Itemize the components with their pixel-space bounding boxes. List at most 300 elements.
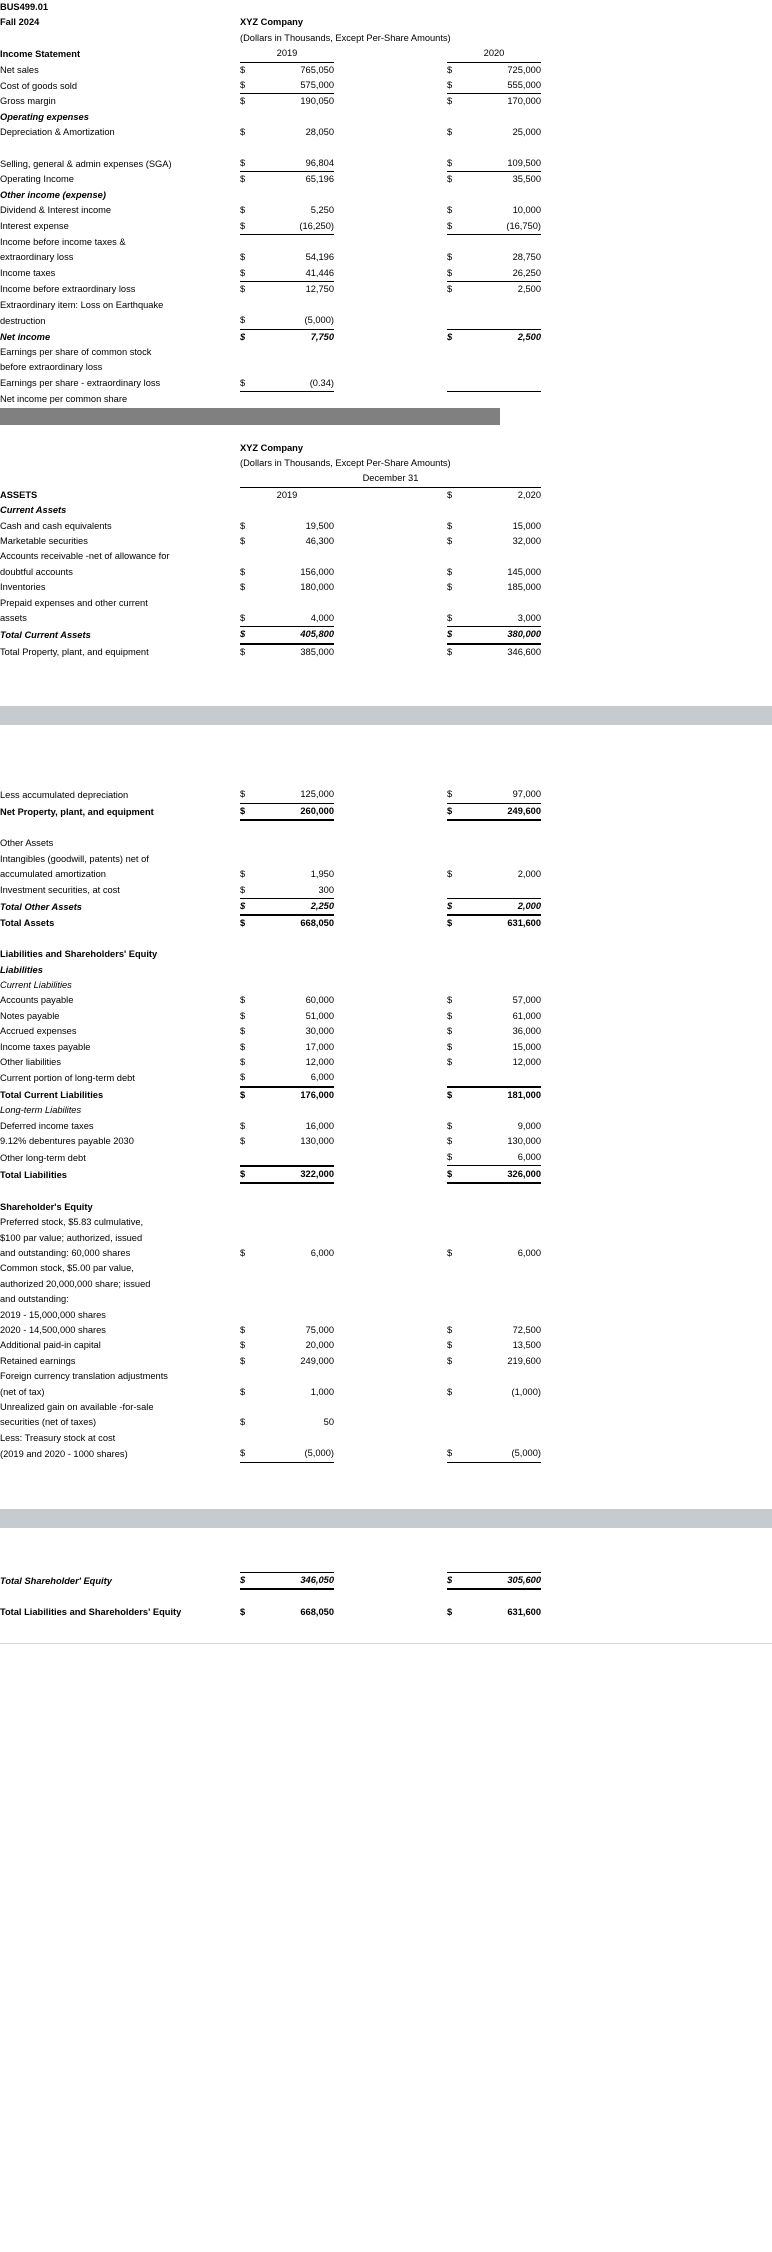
row-pad (232, 360, 240, 375)
row-value-2020: (16,750) (469, 219, 541, 235)
row-value-2020 (469, 110, 541, 125)
row-currency-2020: $ (447, 78, 469, 94)
row-value-2019 (262, 1231, 334, 1246)
row-tail (541, 1150, 772, 1166)
row-gap (334, 298, 447, 313)
row-label: doubtful accounts (0, 566, 73, 577)
balance-sheet-row (0, 978, 772, 993)
section-divider-band-1 (0, 408, 500, 425)
row-pad (232, 899, 240, 916)
row-label: Net Property, plant, and equipment (0, 806, 154, 817)
row-gap (334, 803, 447, 820)
row-pad (232, 1246, 240, 1261)
row-gap (334, 141, 447, 156)
row-currency-2019 (240, 1183, 262, 1199)
row-pad (232, 1308, 240, 1323)
row-currency-2020 (447, 1400, 469, 1415)
section-divider-band-3 (0, 1509, 772, 1528)
row-value-2020 (469, 188, 541, 203)
row-currency-2020: $ (447, 646, 453, 657)
balance-sheet-row (0, 883, 772, 899)
row-tail (541, 1231, 772, 1246)
balance-sheet-row (0, 1119, 772, 1134)
row-currency-2020: $ (447, 803, 469, 820)
row-currency-2019: $ (240, 1026, 246, 1037)
row-tail (541, 993, 772, 1008)
row-currency-2019 (240, 820, 262, 836)
row-pad (232, 519, 240, 534)
row-currency-2019 (240, 978, 262, 993)
row-pad (232, 188, 240, 203)
row-currency-2020: $ (447, 1446, 469, 1462)
row-value-2019: 130,000 (300, 1136, 334, 1147)
row-label: authorized 20,000,000 share; issued (0, 1278, 151, 1289)
row-gap (334, 1446, 447, 1462)
row-label: and outstanding: (0, 1294, 69, 1305)
row-value-2020: 181,000 (507, 1089, 541, 1100)
row-currency-2020: $ (447, 174, 453, 185)
row-pad (232, 1292, 240, 1307)
balance-sheet-row (0, 803, 772, 820)
assets-heading: ASSETS (0, 489, 38, 500)
row-currency-2019: $ (240, 64, 246, 75)
balance-sheet-row (0, 932, 772, 947)
row-label: Current portion of long-term debt (0, 1073, 135, 1084)
balance-sheet-row (0, 1354, 772, 1369)
row-currency-2020 (447, 1589, 469, 1605)
row-tail (541, 1605, 772, 1620)
balance-sheet-totals-table (0, 1572, 772, 1621)
row-gap (334, 266, 447, 282)
row-currency-2019: $ (240, 205, 246, 216)
row-tail (541, 172, 772, 188)
row-value-2020 (469, 836, 541, 851)
row-currency-2020 (447, 1369, 469, 1384)
row-tail (541, 963, 772, 978)
row-tail (541, 519, 772, 534)
row-gap (334, 596, 447, 611)
row-value-2019: 28,050 (305, 127, 334, 138)
row-currency-2020 (447, 978, 469, 993)
row-currency-2019 (240, 1292, 262, 1307)
row-gap (334, 1323, 447, 1338)
row-currency-2020 (447, 235, 469, 251)
row-tail (541, 1277, 772, 1292)
row-currency-2019 (240, 1308, 262, 1323)
row-gap (334, 1183, 447, 1199)
row-tail (541, 1119, 772, 1134)
income-statement-row (0, 313, 772, 329)
row-label: Accounts payable (0, 995, 74, 1006)
row-tail (541, 360, 772, 375)
row-tail (541, 1055, 772, 1070)
row-currency-2020: $ (447, 899, 469, 916)
row-value-2020 (469, 1369, 541, 1384)
row-value-2020: 305,600 (469, 1572, 541, 1589)
row-gap (334, 1292, 447, 1307)
row-gap (334, 282, 447, 298)
row-value-2020 (469, 932, 541, 947)
row-value-2020: 2,000 (469, 899, 541, 916)
row-currency-2019: $ (240, 1057, 246, 1068)
row-value-2020: 109,500 (469, 156, 541, 172)
balance-sheet-row (0, 947, 772, 962)
row-pad (232, 852, 240, 867)
row-value-2020 (469, 1292, 541, 1307)
row-gap (334, 1338, 447, 1353)
row-value-2020 (469, 1261, 541, 1276)
row-label (0, 1589, 232, 1605)
balance-sheet-row (0, 1087, 772, 1103)
row-value-2020: 15,000 (512, 520, 541, 531)
row-gap (334, 915, 447, 931)
row-label: 9.12% debentures payable 2030 (0, 1136, 134, 1147)
row-value-2019 (262, 360, 334, 375)
row-pad (232, 1231, 240, 1246)
row-label: Current Liabilities (0, 980, 72, 991)
row-label: Income taxes payable (0, 1041, 91, 1052)
row-gap (334, 947, 447, 962)
row-gap (334, 78, 447, 94)
row-gap (334, 1589, 447, 1605)
row-label: Total Current Assets (0, 630, 91, 641)
row-gap (334, 1354, 447, 1369)
row-value-2019: 765,050 (300, 64, 334, 75)
row-gap (334, 1103, 447, 1118)
row-gap (334, 1400, 447, 1415)
row-value-2019 (262, 1183, 334, 1199)
row-pad (232, 1400, 240, 1415)
income-statement-table (0, 0, 772, 408)
row-currency-2019: $ (240, 566, 246, 577)
row-label: Total Current Liabilities (0, 1089, 104, 1100)
row-gap (334, 899, 447, 916)
row-gap (334, 94, 447, 110)
income-statement-row (0, 156, 772, 172)
row-pad (232, 282, 240, 298)
row-currency-2019 (240, 503, 262, 518)
row-currency-2020: $ (447, 611, 469, 627)
row-value-2019: 6,000 (310, 1247, 334, 1258)
row-currency-2019 (240, 235, 262, 251)
page-bottom-rule (0, 1643, 772, 1644)
row-label: Depreciation & Amortization (0, 127, 115, 138)
row-currency-2019 (240, 298, 262, 313)
row-tail (541, 820, 772, 836)
row-value-2020: 57,000 (512, 995, 541, 1006)
balance-sheet-row (0, 1323, 772, 1338)
row-currency-2020: $ (447, 627, 469, 644)
row-currency-2020 (447, 1183, 469, 1199)
row-gap (334, 978, 447, 993)
row-pad (232, 596, 240, 611)
row-value-2019 (262, 392, 334, 408)
row-value-2019: (16,250) (262, 219, 334, 235)
section-divider-band-2 (0, 706, 772, 725)
row-label: Cost of goods sold (0, 80, 78, 91)
row-label: Additional paid-in capital (0, 1340, 101, 1351)
course-code-row (0, 0, 772, 15)
row-tail (541, 1087, 772, 1103)
row-value-2019 (262, 1292, 334, 1307)
row-tail (541, 549, 772, 564)
row-gap (334, 580, 447, 595)
row-pad (232, 565, 240, 580)
row-gap (334, 867, 447, 882)
row-currency-2019: $ (240, 252, 246, 263)
row-gap (334, 360, 447, 375)
row-pad (232, 110, 240, 125)
row-label: Total Liabilities (0, 1169, 67, 1180)
row-value-2020 (469, 883, 541, 899)
row-currency-2020 (447, 820, 469, 836)
row-currency-2019 (240, 1215, 262, 1230)
row-pad (232, 345, 240, 360)
row-pad (232, 1183, 240, 1199)
income-company-name: XYZ Company (240, 17, 304, 28)
row-value-2019 (262, 110, 334, 125)
row-value-2020 (469, 852, 541, 867)
row-value-2019: 17,000 (305, 1041, 334, 1052)
row-value-2019: (5,000) (262, 1446, 334, 1462)
row-tail (541, 1400, 772, 1415)
row-pad (232, 534, 240, 549)
row-currency-2019: $ (240, 219, 262, 235)
row-currency-2020: $ (447, 219, 469, 235)
row-tail (541, 1572, 772, 1589)
balance-sheet-total-row (0, 1572, 772, 1589)
row-currency-2020: $ (447, 1010, 453, 1021)
balance-sheet-row (0, 1134, 772, 1149)
row-currency-2020: $ (447, 331, 453, 342)
row-value-2020 (469, 141, 541, 156)
row-pad (232, 1431, 240, 1446)
row-gap (334, 110, 447, 125)
row-value-2020 (469, 1200, 541, 1215)
income-units-row (0, 31, 772, 46)
row-value-2020: 185,000 (507, 582, 541, 593)
row-pad (232, 1354, 240, 1369)
row-label: securities (net of taxes) (0, 1417, 97, 1428)
row-currency-2019 (240, 1200, 262, 1215)
row-value-2019 (262, 963, 334, 978)
row-currency-2019 (240, 141, 262, 156)
row-tail (541, 611, 772, 627)
income-statement-row (0, 250, 772, 265)
row-tail (541, 345, 772, 360)
row-value-2020: 36,000 (512, 1026, 541, 1037)
balance-sheet-row (0, 1055, 772, 1070)
row-pad (232, 1277, 240, 1292)
row-tail (541, 1446, 772, 1462)
row-currency-2019: $ (240, 1070, 262, 1086)
row-value-2019 (262, 932, 334, 947)
row-currency-2019: $ (240, 1247, 246, 1258)
row-pad (232, 787, 240, 803)
row-label: Liabilities (0, 964, 43, 975)
row-label: Less: Treasury stock at cost (0, 1432, 116, 1443)
row-currency-2019: $ (240, 127, 246, 138)
row-pad (232, 266, 240, 282)
term-label: Fall 2024 (0, 17, 40, 28)
row-tail (541, 1261, 772, 1276)
row-tail (541, 235, 772, 251)
row-value-2019: 60,000 (305, 995, 334, 1006)
row-currency-2019: $ (240, 995, 246, 1006)
row-tail (541, 141, 772, 156)
row-currency-2019: $ (240, 331, 246, 342)
row-currency-2020 (447, 141, 469, 156)
balance-sheet-row (0, 1246, 772, 1261)
row-currency-2019: $ (240, 627, 262, 644)
income-statement-title: Income Statement (0, 48, 81, 59)
row-label: Marketable securities (0, 535, 88, 546)
row-label: Other liabilities (0, 1057, 61, 1068)
row-currency-2020 (447, 503, 469, 518)
row-currency-2019: $ (240, 646, 246, 657)
row-value-2019 (262, 820, 334, 836)
row-tail (541, 266, 772, 282)
balance-sheet-row (0, 1200, 772, 1215)
row-currency-2019: $ (240, 1166, 262, 1183)
row-value-2020 (469, 503, 541, 518)
row-gap (334, 611, 447, 627)
row-currency-2019: $ (240, 1120, 246, 1131)
row-label: Other Assets (0, 838, 54, 849)
row-value-2019 (262, 1589, 334, 1605)
row-currency-2020: $ (447, 1386, 453, 1397)
balance-sheet-row (0, 565, 772, 580)
balance-sheet-mid-body (0, 787, 772, 1462)
row-tail (541, 1134, 772, 1149)
row-currency-2020 (447, 298, 469, 313)
row-pad (232, 141, 240, 156)
row-value-2020: 72,500 (512, 1324, 541, 1335)
row-currency-2019: $ (240, 899, 262, 916)
row-label: $100 par value; authorized, issued (0, 1232, 143, 1243)
row-value-2019 (262, 947, 334, 962)
row-value-2019: 51,000 (305, 1010, 334, 1021)
balance-date-row (0, 471, 772, 487)
row-gap (334, 1040, 447, 1055)
row-value-2019: 668,050 (300, 918, 334, 929)
row-pad (232, 1415, 240, 1430)
row-currency-2020 (447, 392, 469, 408)
row-pad (232, 1215, 240, 1230)
row-gap (334, 1261, 447, 1276)
row-value-2019 (262, 549, 334, 564)
row-gap (334, 250, 447, 265)
row-label: Current Assets (0, 505, 67, 516)
balance-column-headers (0, 487, 772, 503)
row-tail (541, 580, 772, 595)
row-pad (232, 1119, 240, 1134)
row-pad (232, 993, 240, 1008)
row-currency-2020: $ (447, 1120, 453, 1131)
row-pad (232, 1572, 240, 1589)
row-gap (334, 852, 447, 867)
row-gap (334, 1166, 447, 1183)
row-value-2020 (469, 235, 541, 251)
balance-sheet-row (0, 867, 772, 882)
row-value-2020: 130,000 (507, 1136, 541, 1147)
row-pad (232, 1103, 240, 1118)
row-value-2019: 180,000 (300, 582, 334, 593)
row-tail (541, 1215, 772, 1230)
row-value-2020: 145,000 (507, 566, 541, 577)
balance-company-name: XYZ Company (240, 442, 304, 453)
row-currency-2020 (447, 1277, 469, 1292)
balance-sheet-row (0, 1385, 772, 1400)
row-pad (232, 1385, 240, 1400)
row-currency-2020 (447, 110, 469, 125)
row-label: Total Property, plant, and equipment (0, 646, 149, 657)
row-gap (334, 1605, 447, 1620)
row-tail (541, 219, 772, 235)
row-label (0, 932, 232, 947)
row-pad (232, 313, 240, 329)
row-tail (541, 1589, 772, 1605)
row-currency-2019: $ (240, 803, 262, 820)
row-gap (334, 993, 447, 1008)
income-column-headers (0, 46, 772, 62)
row-currency-2020 (447, 1215, 469, 1230)
row-gap (334, 1369, 447, 1384)
income-statement-row (0, 219, 772, 235)
row-label: Inventories (0, 582, 46, 593)
row-currency-2019 (240, 110, 262, 125)
balance-sheet-row (0, 1040, 772, 1055)
balance-sheet-row (0, 1183, 772, 1199)
row-value-2019: 260,000 (262, 803, 334, 820)
row-pad (232, 627, 240, 644)
row-tail (541, 282, 772, 298)
row-gap (334, 963, 447, 978)
balance-sheet-row (0, 1415, 772, 1430)
balance-sheet-totals-body (0, 1572, 772, 1621)
row-gap (334, 1009, 447, 1024)
row-label: Prepaid expenses and other current (0, 597, 148, 608)
row-label: Total Liabilities and Shareholders' Equity (0, 1607, 182, 1618)
row-value-2020: 9,000 (517, 1120, 541, 1131)
row-value-2020 (469, 1415, 541, 1430)
row-tail (541, 250, 772, 265)
row-value-2019: 4,000 (262, 611, 334, 627)
row-pad (232, 62, 240, 78)
row-tail (541, 392, 772, 408)
row-value-2020: 6,000 (469, 1150, 541, 1166)
row-value-2019 (262, 1431, 334, 1446)
row-value-2019: 190,050 (300, 96, 334, 107)
row-value-2019: 50 (323, 1417, 334, 1428)
row-label: Notes payable (0, 1010, 60, 1021)
row-label: Total Assets (0, 918, 55, 929)
row-value-2020 (469, 376, 541, 392)
row-label: Preferred stock, $5.83 culmulative, (0, 1217, 144, 1228)
row-value-2019 (262, 1369, 334, 1384)
row-label: Deferred income taxes (0, 1120, 94, 1131)
row-gap (334, 836, 447, 851)
row-value-2020 (469, 947, 541, 962)
row-value-2019: 12,000 (305, 1057, 334, 1068)
row-value-2019 (262, 1261, 334, 1276)
row-currency-2020 (447, 947, 469, 962)
row-label: Other long-term debt (0, 1152, 86, 1163)
row-tail (541, 596, 772, 611)
balance-sheet-row (0, 549, 772, 564)
row-gap (334, 534, 447, 549)
row-value-2019: 249,000 (300, 1355, 334, 1366)
